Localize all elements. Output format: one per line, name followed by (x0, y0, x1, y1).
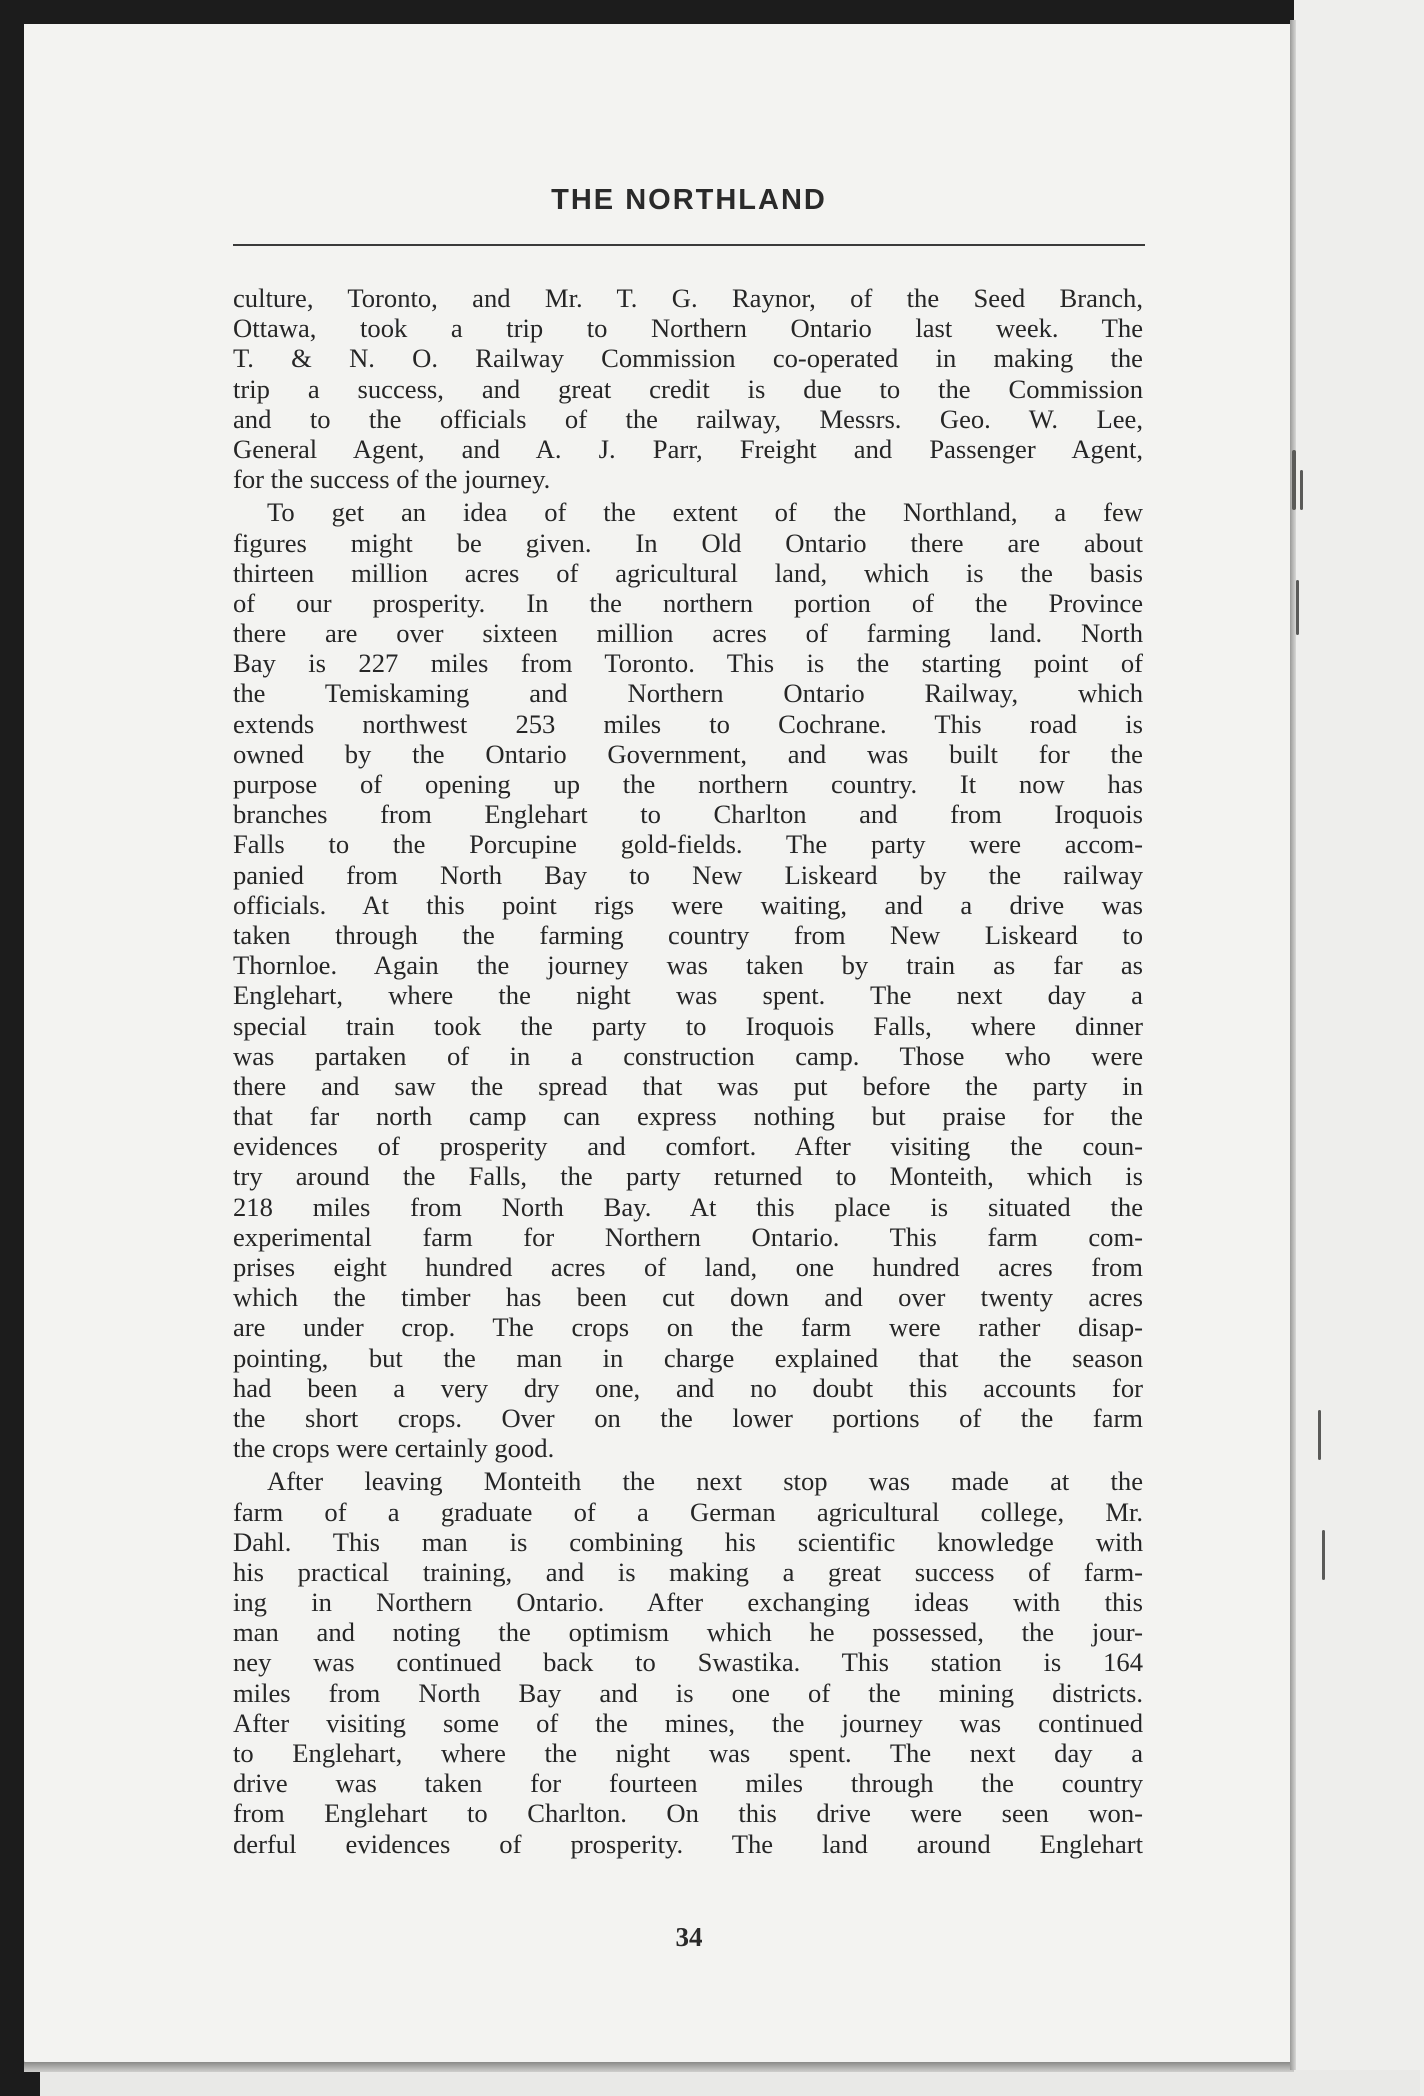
text-line: pointing, but the man in charge explained that the season (233, 1342, 1143, 1373)
text-line: Ottawa, took a trip to Northern Ontario last week. The (233, 313, 1143, 344)
text-line: purpose of opening up the northern country. It now has (233, 769, 1143, 799)
text-line: owned by the Ontario Government, and was built for the (233, 738, 1143, 769)
text-line: experimental farm for Northern Ontario. This farm com- (233, 1221, 1143, 1252)
text-line: farm of a graduate of a German agricultural college, Mr. (233, 1496, 1143, 1527)
text-line: To get an idea of the extent of the Northland, a few (267, 497, 1143, 528)
page-number: 34 (675, 1922, 703, 1952)
text-line: panied from North Bay to New Liskeard by the railway (233, 859, 1143, 890)
text-line: and to the officials of the railway, Messrs. Geo. W. Lee, (233, 403, 1143, 434)
text-line: to Englehart, where the night was spent. The next day a (233, 1738, 1143, 1768)
showthrough-mark (1292, 450, 1296, 510)
text-line: his practical training, and is making a great success of farm- (233, 1556, 1143, 1587)
text-line: After visiting some of the mines, the journey was continued (233, 1707, 1143, 1738)
text-line: ney was continued back to Swastika. This station is 164 (233, 1647, 1143, 1678)
text-line: culture, Toronto, and Mr. T. G. Raynor, of the Seed Branch, (233, 283, 1143, 313)
text-line: the short crops. Over on the lower portions of the farm (233, 1402, 1143, 1433)
text-line: evidences of prosperity and comfort. After visiting the coun- (233, 1131, 1143, 1162)
text-line: ing in Northern Ontario. After exchanging ideas with this (233, 1587, 1143, 1618)
text-line: are under crop. The crops on the farm were rather disap- (233, 1312, 1143, 1343)
text-line: miles from North Bay and is one of the mining districts. (233, 1677, 1143, 1708)
text-line: there are over sixteen million acres of farming land. North (233, 618, 1143, 649)
text-line: there and saw the spread that was put before the party in (233, 1070, 1143, 1101)
text-line: officials. At this point rigs were waiting, and a drive was (233, 889, 1143, 920)
text-line: try around the Falls, the party returned to Monteith, which is (233, 1161, 1143, 1192)
text-line: General Agent, and A. J. Parr, Freight and Passenger Agent, (233, 433, 1143, 464)
text-line: derful evidences of prosperity. The land around Englehart (233, 1828, 1143, 1859)
text-line: Dahl. This man is combining his scientific knowledge with (233, 1526, 1143, 1557)
running-title: THE NORTHLAND (551, 184, 827, 216)
showthrough-mark (1296, 580, 1299, 635)
text-line: had been a very dry one, and no doubt this accounts for (233, 1372, 1143, 1403)
text-line: Thornloe. Again the journey was taken by train as far as (233, 950, 1143, 981)
paragraph (233, 497, 1143, 1463)
paragraph (233, 1466, 1143, 1858)
text-line: Falls to the Porcupine gold-fields. The party were accom- (233, 829, 1143, 860)
article-body (233, 283, 1143, 1859)
text-line: figures might be given. In Old Ontario there are about (233, 527, 1143, 558)
text-line: 218 miles from North Bay. At this place is situated the (233, 1191, 1143, 1222)
text-line: Bay is 227 miles from Toronto. This is the starting point of (233, 648, 1143, 679)
scan-bottom-edge (40, 2070, 1420, 2096)
text-line: that far north camp can express nothing but praise for the (233, 1101, 1143, 1132)
text-line: T. & N. O. Railway Commission co-operated in making the (233, 343, 1143, 374)
paragraph (233, 283, 1143, 494)
book-gutter (1290, 20, 1296, 2070)
text-line: from Englehart to Charlton. On this drive were seen won- (233, 1798, 1143, 1829)
text-line: the Temiskaming and Northern Ontario Railway, which (233, 678, 1143, 709)
text-line: was partaken of in a construction camp. Those who were (233, 1040, 1143, 1071)
text-line: extends northwest 253 miles to Cochrane. This road is (233, 708, 1143, 739)
text-line: trip a success, and great credit is due to the Commission (233, 373, 1143, 404)
showthrough-mark (1318, 1410, 1321, 1460)
showthrough-mark (1322, 1530, 1325, 1580)
text-line: branches from Englehart to Charlton and from Iroquois (233, 799, 1143, 830)
text-line: taken through the farming country from New Liskeard to (233, 919, 1143, 950)
text-line: Englehart, where the night was spent. The next day a (233, 980, 1143, 1011)
text-line: for the success of the journey. (233, 464, 551, 495)
text-line: drive was taken for fourteen miles through the country (233, 1768, 1143, 1799)
text-line: of our prosperity. In the northern portion of the Province (233, 587, 1143, 618)
text-line: prises eight hundred acres of land, one hundred acres from (233, 1252, 1143, 1282)
text-line: which the timber has been cut down and over twenty acres (233, 1282, 1143, 1313)
page-bottom-shadow (24, 2062, 1294, 2072)
text-line: the crops were certainly good. (233, 1433, 555, 1464)
text-line: After leaving Monteith the next stop was made at the (267, 1466, 1143, 1497)
text-line: thirteen million acres of agricultural land, which is the basis (233, 557, 1143, 588)
header-rule (233, 244, 1145, 246)
facing-page-edge (1294, 0, 1424, 2096)
text-line: special train took the party to Iroquois Falls, where dinner (233, 1010, 1143, 1041)
showthrough-mark (1300, 470, 1303, 510)
text-line: man and noting the optimism which he possessed, the jour- (233, 1617, 1143, 1648)
